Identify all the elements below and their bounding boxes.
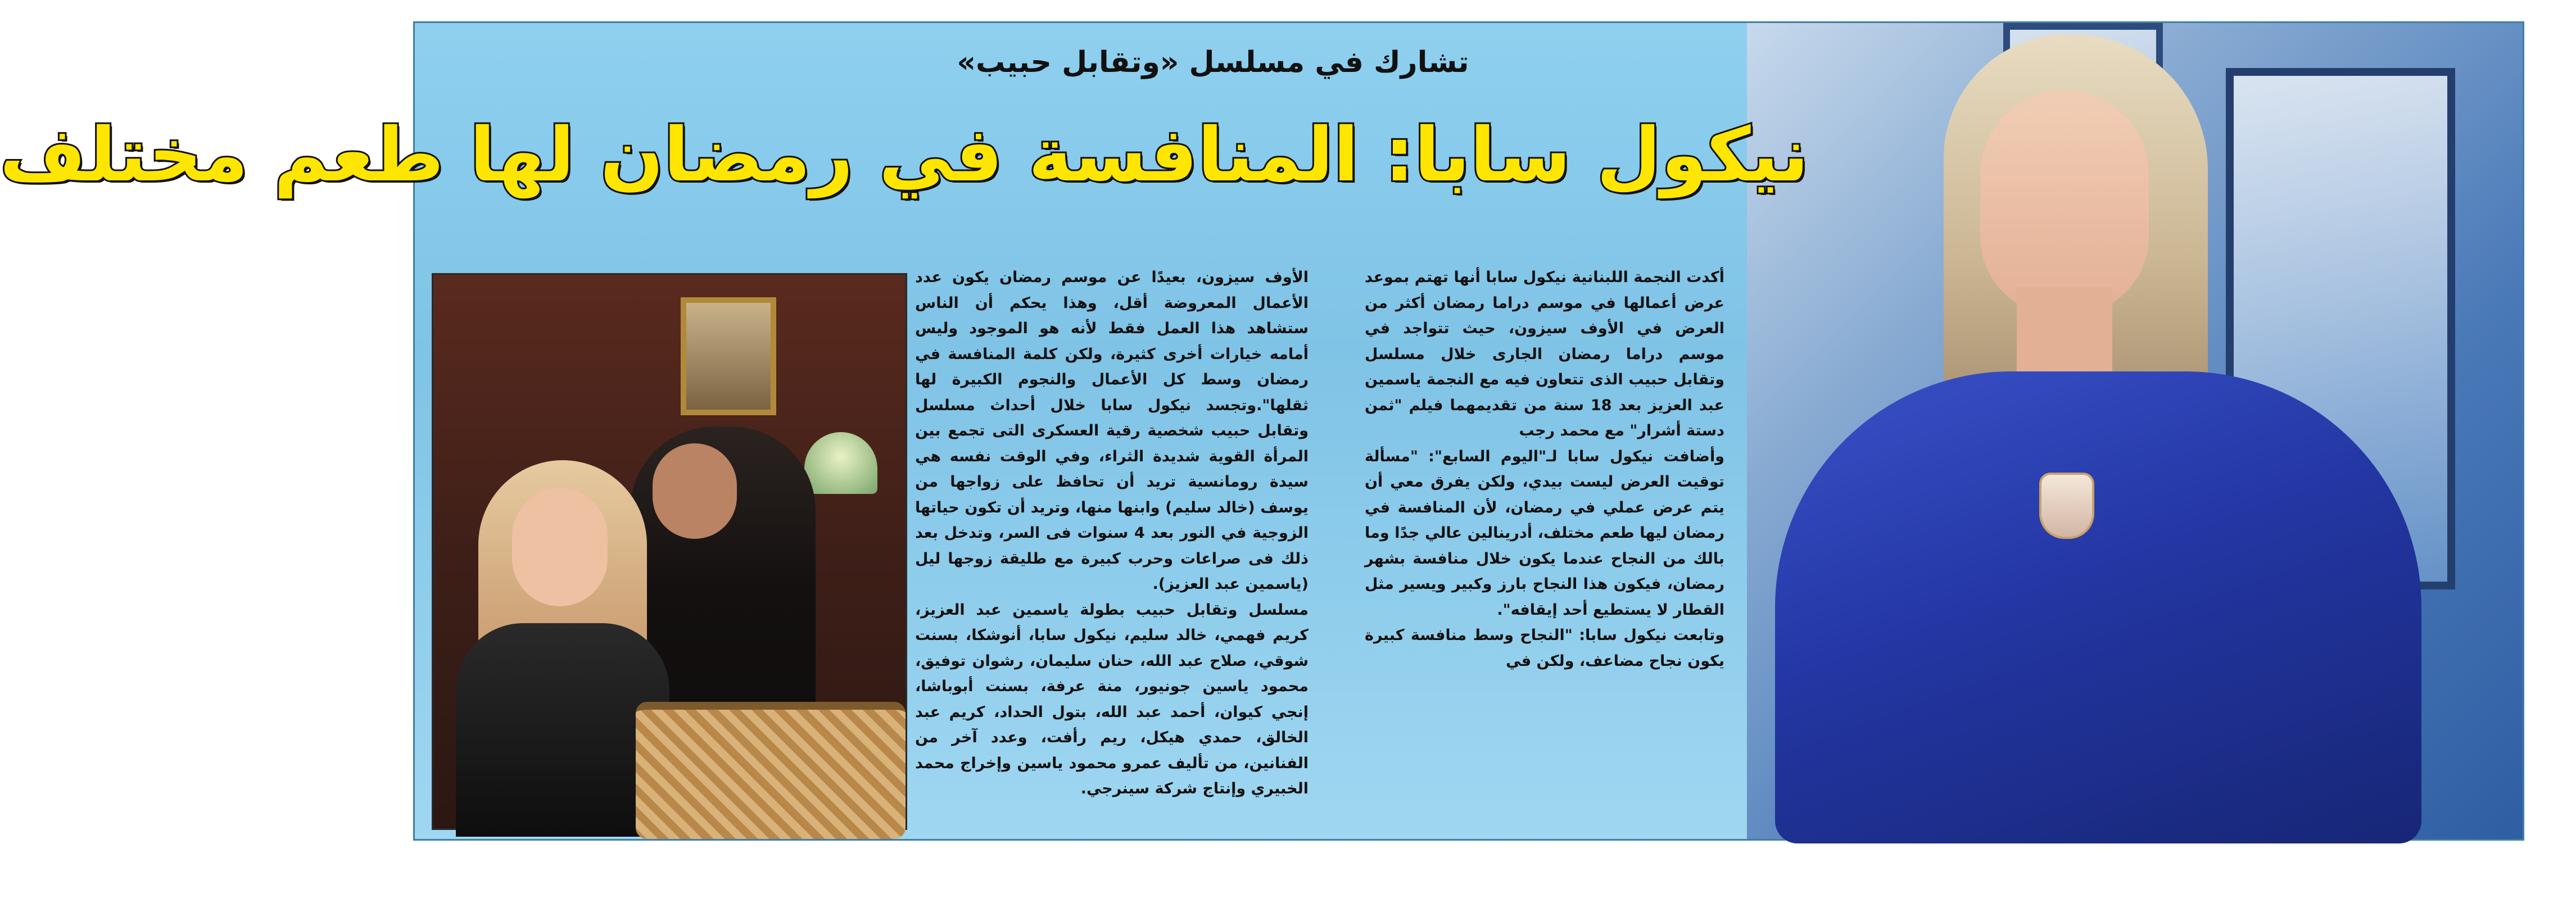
- sofa: [636, 702, 906, 839]
- portrait-blouse: [1775, 371, 2421, 843]
- wall-portrait: [681, 297, 776, 415]
- man-face: [653, 443, 737, 539]
- portrait-face: [1980, 90, 2149, 315]
- green-lamp: [804, 432, 877, 494]
- article-column-left: [915, 265, 1309, 802]
- woman-face: [512, 488, 608, 606]
- paragraph: وتابعت نيكول سابا: "النجاح وسط منافسة كبيرة يكون نجاح مضاعف، ولكن في: [1365, 627, 1724, 670]
- fox-pendant: [2039, 473, 2094, 539]
- article-headline: نيكول سابا: المنافسة في رمضان لها طعم مختلف: [0, 112, 1809, 198]
- portrait-photo: [1758, 23, 2421, 839]
- inset-photo: [432, 273, 907, 830]
- paragraph: مسلسل وتقابل حبيب بطولة ياسمين عبد العزيز، كريم فهمي، خالد سليم، نيكول سابا، أنوشكا، بسنت شوقي، صلاح عبد الله، حنان سليمان، رشوان توفيق، محمود ياسين جونيور، منة عرفة، بسنت أبوباشا، إنجي كيوان، أحمد عبد الله، بتول الحداد، كريم عبد الخالق، حمدي هيكل، ريم رأفت، وعدد آخر من الفنانين، من تأليف عمرو محمود ياسين وإخراج محمد الخبيري وإنتاج شركة سينرجي.: [915, 601, 1309, 797]
- newspaper-page: [0, 21, 2524, 841]
- paragraph: الأوف سيزون، بعيدًا عن موسم رمضان يكون عدد الأعمال المعروضة أقل، وهذا يحكم أن الناس ستشاهد هذا العمل فقط لأنه هو الموجود وليس أمامه خيارات أخرى كثيرة، ولكن كلمة المنافسة في رمضان وسط كل الأعمال والنجوم الكبيرة لها ثقلها".وتجسد نيكول سابا خلال أحداث مسلسل وتقابل حبيب شخصية رقية العسكرى التى تجمع بين المرأة القوية شديدة الثراء، وفي الوقت نفسه هي سيدة رومانسية تريد أن تحافظ على زواجها من يوسف (خالد سليم) وابنها منها، وتريد أن تكون حياتها الزوجية في النور بعد 4 سنوات فى السر، وتدخل بعد ذلك فى صراعات وحرب كبيرة مع طليقة زوجها ليل (ياسمين عبد العزيز).: [915, 269, 1309, 593]
- article-kicker: تشارك في مسلسل «وتقابل حبيب»: [957, 46, 1469, 79]
- article-column-right: [1365, 265, 1724, 674]
- paragraph: وأضافت نيكول سابا لـ"اليوم السابع": "مسألة توقيت العرض ليست بيدي، ولكن يفرق معي أن يتم عرض عملي في رمضان، لأن المنافسة في رمضان ليها طعم مختلف، أدرينالين عالي جدًا وما بالك من النجاح عندما يكون خلال منافسة بشهر رمضان، فيكون هذا النجاح بارز وكبير ويسير مثل القطار لا يستطيع أحد إيقافه".: [1365, 447, 1724, 619]
- paragraph: أكدت النجمة اللبنانية نيكول سابا أنها تهتم بموعد عرض أعمالها في موسم دراما رمضان أكثر من العرض في الأوف سيزون، حيث تتواجد في موسم دراما رمضان الجارى خلال مسلسل وتقابل حبيب الذى تتعاون فيه مع النجمة ياسمين عبد العزيز بعد 18 سنة من تقديمهما فيلم "ثمن دستة أشرار" مع محمد رجب: [1365, 269, 1724, 439]
